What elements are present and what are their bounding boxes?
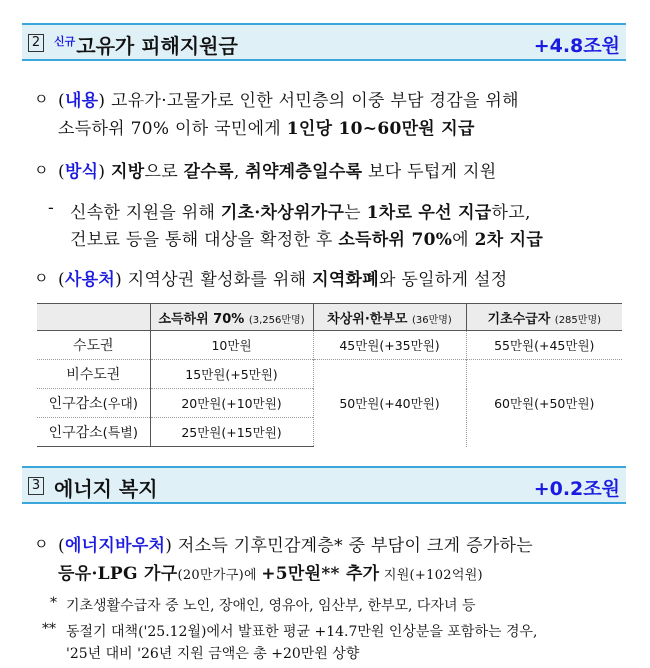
section-number: 3 xyxy=(28,477,44,495)
row-header: 수도권 xyxy=(37,331,150,360)
footnote-text: '25년 대비 '26년 지원 금액은 총 +20만원 상향 xyxy=(66,646,360,662)
table-cell: 15만원(+5만원) xyxy=(150,360,313,389)
bullet-energy-line2 xyxy=(58,559,483,584)
text: 건보료 등을 통해 대상을 확정한 후 xyxy=(70,230,339,250)
text-bold: 기초·차상위가구 xyxy=(220,203,345,223)
support-amount-table xyxy=(37,303,622,447)
text: 는 xyxy=(344,203,367,223)
text-bold: 갈수록 xyxy=(183,162,234,182)
text: 고유가·고물가로 인한 서민층의 이중 부담 경감을 위해 xyxy=(111,91,519,111)
text: 으로 xyxy=(144,162,184,182)
row-header: 인구감소(우대) xyxy=(37,389,150,418)
text-bold: 1인당 10~60만원 지급 xyxy=(286,119,475,139)
section-2-header xyxy=(22,23,626,61)
bullet-tag: 사용처 xyxy=(64,270,116,290)
text: 지원(+102억원) xyxy=(379,568,483,583)
column-header: 기초수급자 (285만명) xyxy=(466,304,622,331)
bullet-content-line2 xyxy=(58,114,475,139)
text-bold: 1차로 우선 지급 xyxy=(366,203,492,223)
bullet-tag: 방식 xyxy=(64,162,99,182)
bullet-icon: ㅇ xyxy=(34,90,49,108)
text: 와 동일하게 설정 xyxy=(378,270,508,290)
section-title-text: 고유가 피해지원금 xyxy=(76,34,238,58)
text: 저소득 기후민감계층* 중 부담이 크게 증가하는 xyxy=(177,536,533,556)
footnote-mark: ** xyxy=(42,621,56,637)
bullet-usage: (사용처) 지역상권 활성화를 위해 지역화폐와 동일하게 설정 xyxy=(58,270,508,290)
text: 신속한 지원을 위해 xyxy=(70,203,221,223)
table-row xyxy=(37,331,622,360)
new-badge: 신규 xyxy=(54,35,76,48)
table-row xyxy=(37,360,622,389)
table-cell: 20만원(+10만원) xyxy=(150,389,313,418)
table-cell: 10만원 xyxy=(150,331,313,360)
bullet-content-line1: (내용) 고유가·고물가로 인한 서민층의 이중 부담 경감을 위해 xyxy=(58,91,519,111)
text: 하고, xyxy=(491,203,531,223)
dash-icon: - xyxy=(48,198,55,218)
text: 소득하위 70% 이하 국민에게 xyxy=(58,119,287,139)
text-bold: +5만원** 추가 xyxy=(261,564,380,584)
section-title: 에너지 복지 xyxy=(54,477,158,501)
column-header: 소득하위 70% (3,256만명) xyxy=(150,304,313,331)
bullet-icon: ㅇ xyxy=(34,161,49,179)
row-header: 비수도권 xyxy=(37,360,150,389)
section-amount: +0.2조원 xyxy=(533,478,620,500)
text: 지역상권 활성화를 위해 xyxy=(127,270,313,290)
text-bold: 등유·LPG 가구 xyxy=(58,564,178,584)
text-bold: 지방 xyxy=(111,162,145,182)
text: 에 xyxy=(452,230,475,250)
bullet-method: (방식) 지방으로 갈수록, 취약계층일수록 보다 두텁게 지원 xyxy=(58,162,497,182)
row-header: 인구감소(특별) xyxy=(37,418,150,447)
table-cell: 25만원(+15만원) xyxy=(150,418,313,447)
table-cell: 55만원(+45만원) xyxy=(466,331,622,360)
footnote-text: 동절기 대책('25.12월)에서 발표한 평균 +14.7만원 인상분을 포함하는 경우, xyxy=(66,624,538,640)
table-cell: 45만원(+35만원) xyxy=(313,331,466,360)
section-number: 2 xyxy=(28,34,44,52)
text-bold: 취약계층일수록 xyxy=(245,162,363,182)
footnote-mark: * xyxy=(50,595,57,611)
text: (20만가구)에 xyxy=(177,568,262,583)
text: , xyxy=(233,162,246,182)
text-bold: 소득하위 70% xyxy=(338,230,453,250)
column-header: 차상위·한부모 (36만명) xyxy=(313,304,466,331)
section-3-header xyxy=(22,466,626,504)
table-corner xyxy=(37,304,150,331)
bullet-icon: ㅇ xyxy=(34,269,49,287)
table-cell: 60만원(+50만원) xyxy=(466,360,622,447)
footnote-text: 기초생활수급자 중 노인, 장애인, 영유아, 임산부, 한부모, 다자녀 등 xyxy=(66,598,476,614)
sub-bullet-line1 xyxy=(70,198,531,223)
bullet-tag: 내용 xyxy=(64,91,99,111)
sub-bullet-line2 xyxy=(70,225,543,250)
section-title xyxy=(54,30,238,59)
text-bold: 지역화폐 xyxy=(312,270,379,290)
bullet-energy-line1: (에너지바우처) 저소득 기후민감계층* 중 부담이 크게 증가하는 xyxy=(58,536,533,556)
text-bold: 2차 지급 xyxy=(474,230,544,250)
text: 보다 두텁게 지원 xyxy=(362,162,497,182)
table-header-row xyxy=(37,304,622,331)
bullet-icon: ㅇ xyxy=(34,535,49,553)
bullet-tag: 에너지바우처 xyxy=(64,536,166,556)
table-cell: 50만원(+40만원) xyxy=(313,360,466,447)
section-amount: +4.8조원 xyxy=(533,35,620,57)
